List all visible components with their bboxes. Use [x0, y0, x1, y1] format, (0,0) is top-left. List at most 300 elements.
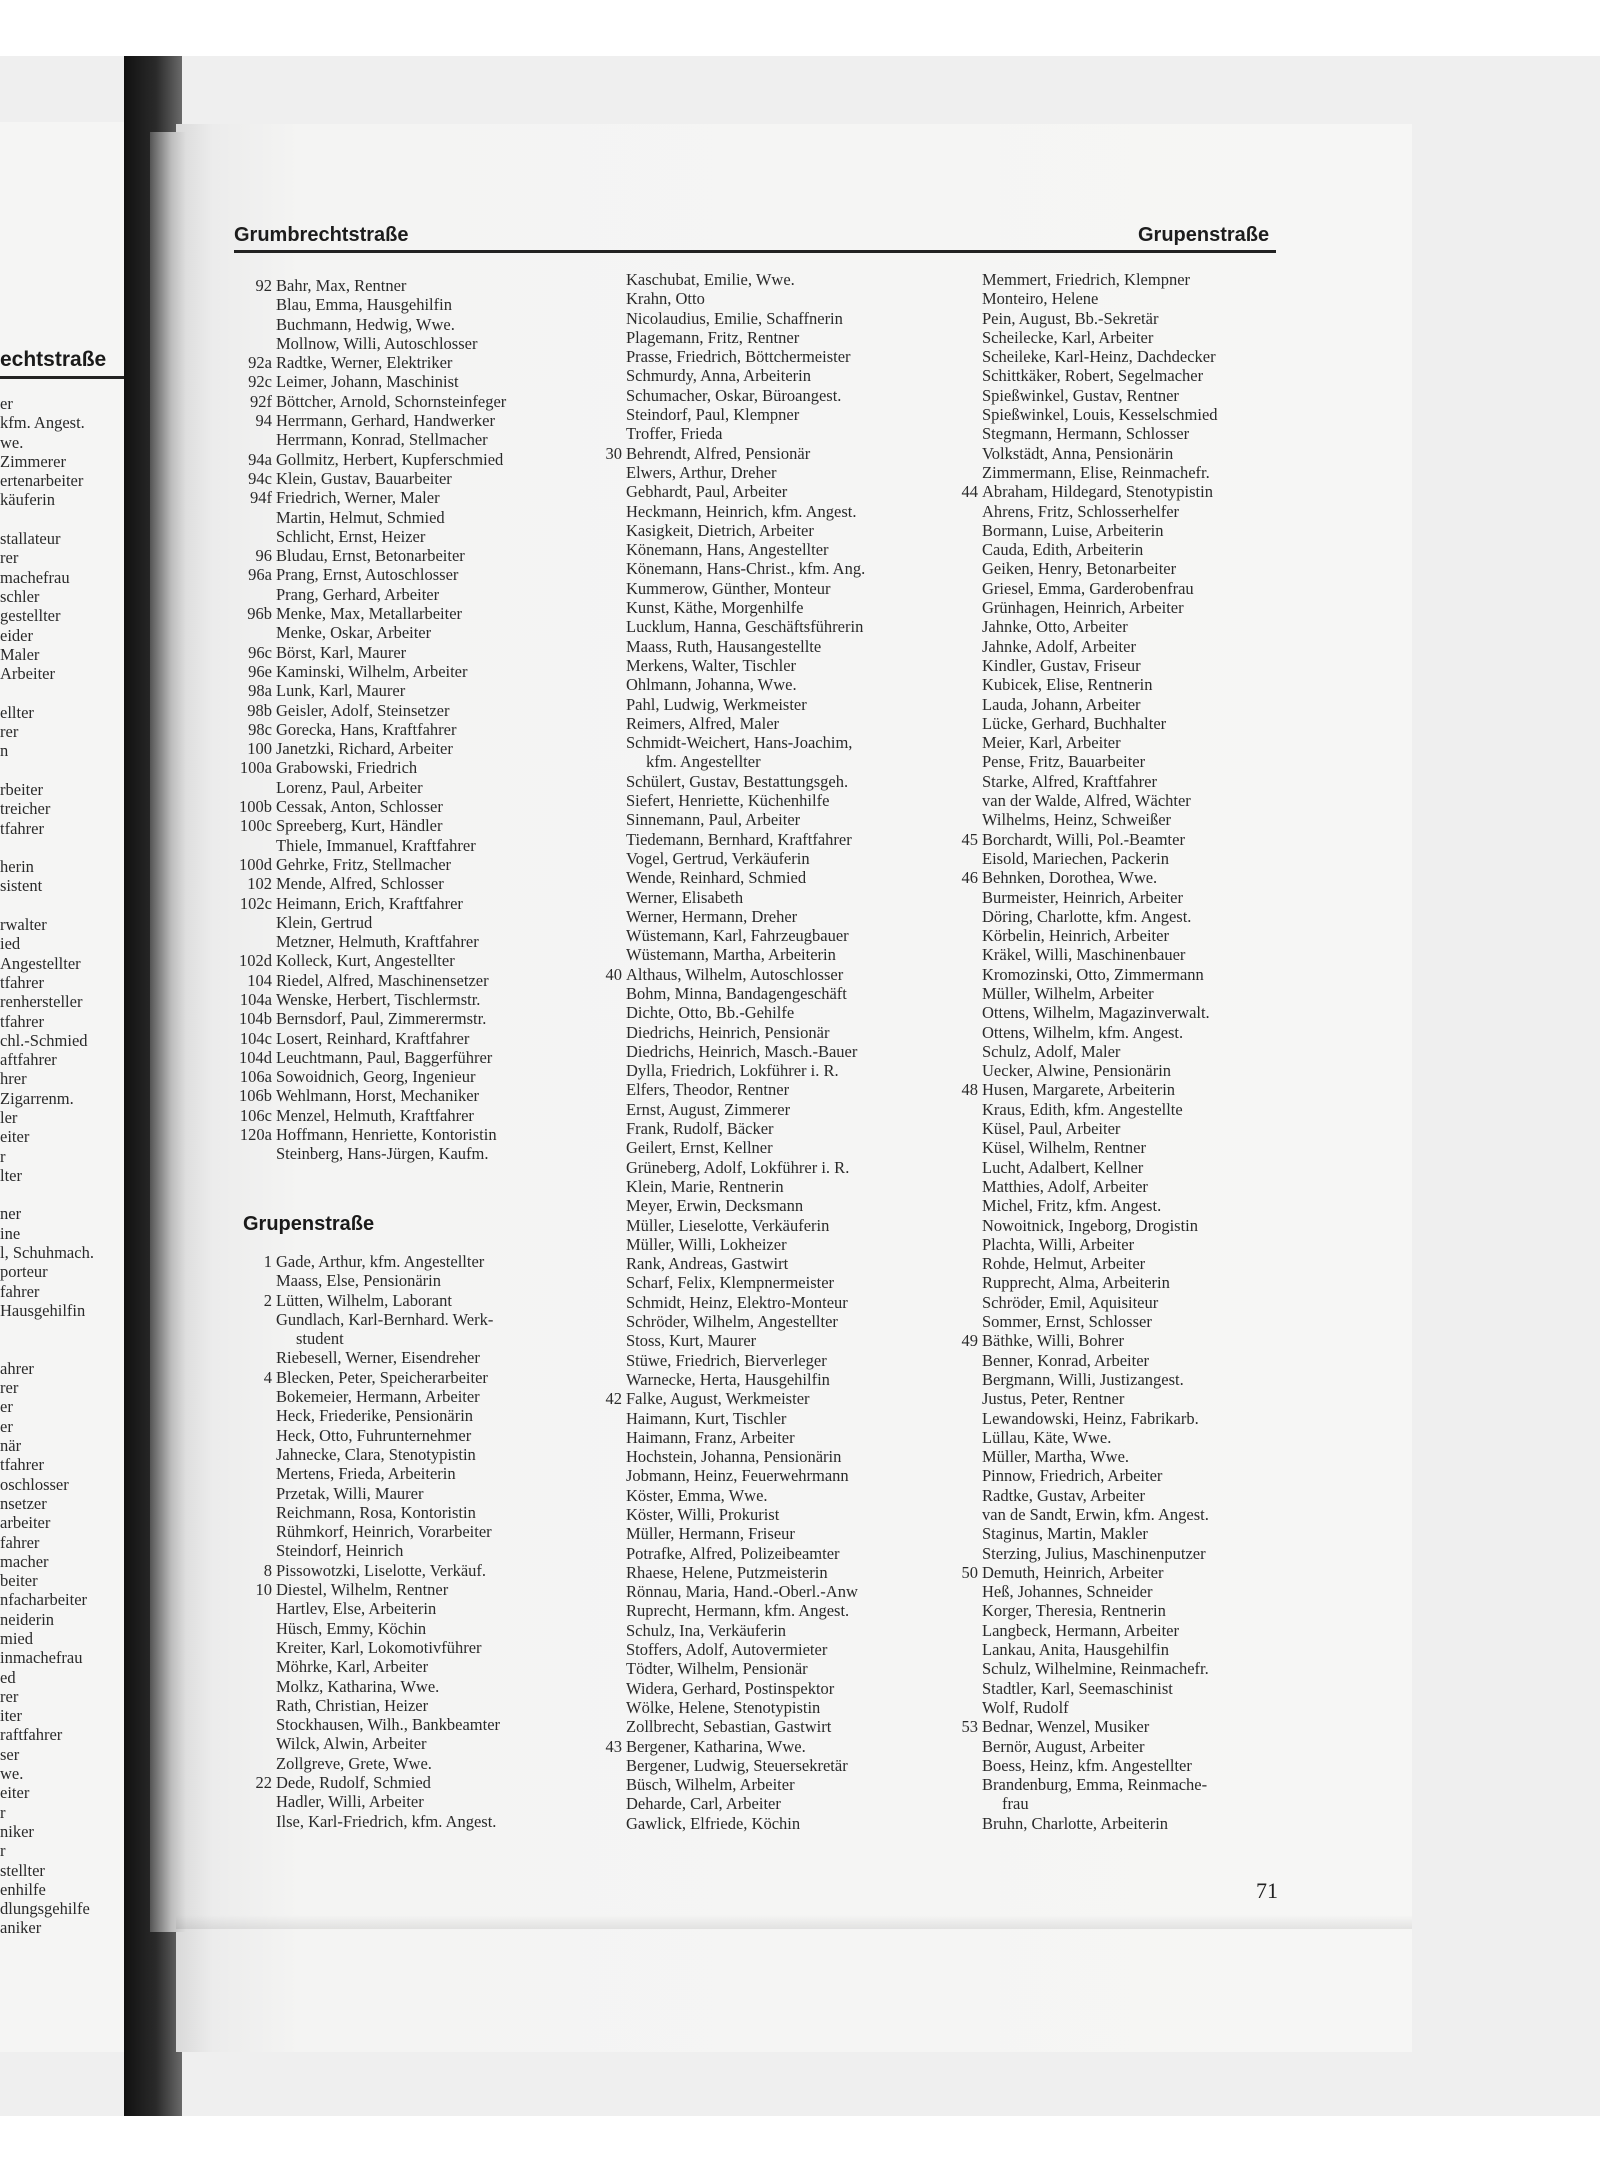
left-page-line: rer: [0, 548, 19, 568]
house-number: 2: [263, 1290, 272, 1310]
resident-name: Wolf, Rudolf: [982, 1697, 1069, 1717]
left-page-line: Hausgehilfin: [0, 1300, 86, 1320]
directory-entry: [576, 1351, 936, 1370]
directory-entry: [576, 810, 936, 829]
resident-name: Hochstein, Johanna, Pensionärin: [626, 1447, 842, 1467]
directory-entry: [226, 816, 606, 835]
resident-name: Losert, Reinhard, Kraftfahrer: [276, 1028, 470, 1048]
resident-name: Abraham, Hildegard, Stenotypistin: [982, 482, 1213, 502]
left-page-line: dlungsgehilfe: [0, 1899, 90, 1919]
left-page-line: eiter: [0, 1783, 30, 1803]
house-number: 106b: [239, 1086, 272, 1106]
left-page-line: er: [0, 1397, 13, 1417]
directory-entry: [226, 1009, 606, 1028]
left-page-line: raftfahrer: [0, 1725, 63, 1745]
resident-name: Gehrke, Fritz, Stellmacher: [276, 854, 452, 874]
directory-entry: [576, 733, 936, 752]
house-number: 4: [263, 1367, 272, 1387]
directory-entry: [932, 791, 1292, 810]
resident-name: kfm. Angestellter: [646, 752, 761, 772]
resident-name: Bäthke, Willi, Bohrer: [982, 1331, 1125, 1351]
directory-entry: [932, 1293, 1292, 1312]
directory-entry: [932, 463, 1292, 482]
house-number: 92f: [250, 391, 272, 411]
left-page-header: echtstraße: [0, 348, 107, 371]
left-page-line: herin: [0, 857, 34, 877]
directory-entry: [932, 347, 1292, 366]
directory-entry: [932, 502, 1292, 521]
resident-name: Demuth, Heinrich, Arbeiter: [982, 1562, 1164, 1582]
resident-name: Burmeister, Heinrich, Arbeiter: [982, 887, 1183, 907]
left-page-line: gestellter: [0, 606, 61, 626]
directory-entry: [576, 1119, 936, 1138]
left-page-line: ellter: [0, 702, 34, 722]
directory-entry: [226, 990, 606, 1009]
resident-name: Staginus, Martin, Makler: [982, 1524, 1148, 1544]
directory-entry: [576, 1389, 936, 1408]
house-number: 100a: [239, 758, 272, 778]
resident-name: Pein, August, Bb.-Sekretär: [982, 308, 1159, 328]
left-page-line: we.: [0, 1764, 24, 1784]
directory-entry: [576, 965, 936, 984]
resident-name: Jahnke, Adolf, Arbeiter: [982, 636, 1136, 656]
directory-entry: [576, 1640, 936, 1659]
resident-name: Michel, Fritz, kfm. Angest.: [982, 1196, 1162, 1216]
header-rule: [234, 250, 1276, 253]
resident-name: Lucht, Adalbert, Kellner: [982, 1157, 1144, 1177]
resident-name: Heckmann, Heinrich, kfm. Angest.: [626, 501, 857, 521]
resident-name: Siefert, Henriette, Küchenhilfe: [626, 791, 830, 811]
directory-entry: [576, 1814, 936, 1833]
directory-entry: [932, 309, 1292, 328]
running-head-left: Grumbrechtstraße: [234, 224, 409, 246]
resident-name: Jahnke, Otto, Arbeiter: [982, 617, 1128, 637]
directory-entry: [576, 270, 936, 289]
resident-name: Cauda, Edith, Arbeiterin: [982, 540, 1144, 560]
directory-entry: [576, 752, 936, 771]
directory-entry: [932, 366, 1292, 385]
directory-entry: [932, 482, 1292, 501]
resident-name: Radtke, Werner, Elektriker: [276, 353, 453, 373]
directory-entry: [932, 540, 1292, 559]
directory-entry: [932, 1544, 1292, 1563]
left-page-line: Zigarrenm.: [0, 1088, 74, 1108]
directory-entry: [932, 1312, 1292, 1331]
resident-name: Justus, Peter, Rentner: [982, 1389, 1125, 1409]
directory-entry: [576, 309, 936, 328]
resident-name: Köster, Willi, Prokurist: [626, 1505, 780, 1524]
directory-entry: [576, 1235, 936, 1254]
directory-entry: [226, 778, 606, 797]
directory-entry: [576, 1544, 936, 1563]
left-page-line: tfahrer: [0, 1011, 44, 1031]
resident-name: Cessak, Anton, Schlosser: [276, 797, 443, 817]
directory-entry: [576, 289, 936, 308]
directory-entry: [576, 1698, 936, 1717]
resident-name: Mertens, Frieda, Arbeiterin: [276, 1464, 456, 1484]
directory-entry: [576, 1524, 936, 1543]
directory-entry: [226, 1812, 606, 1831]
left-page-line: [0, 838, 94, 857]
directory-entry: [932, 1679, 1292, 1698]
directory-entry: [932, 1080, 1292, 1099]
directory-entry: [932, 1447, 1292, 1466]
directory-entry: [226, 1484, 606, 1503]
left-page-line: enhilfe: [0, 1879, 46, 1899]
directory-entry: [576, 1659, 936, 1678]
resident-name: Bahr, Max, Rentner: [276, 276, 407, 295]
left-page-line: ied: [0, 934, 21, 954]
resident-name: Meier, Karl, Arbeiter: [982, 733, 1121, 753]
left-page-line: rer: [0, 1686, 19, 1706]
directory-entry: [932, 772, 1292, 791]
resident-name: Bohm, Minna, Bandagengeschäft: [626, 983, 847, 1003]
directory-entry: [226, 951, 606, 970]
resident-name: Kromozinski, Otto, Zimmermann: [982, 964, 1204, 984]
directory-entry: [576, 849, 936, 868]
resident-name: Metzner, Helmuth, Kraftfahrer: [276, 932, 479, 952]
page-number: 71: [1256, 1878, 1278, 1903]
resident-name: Müller, Lieselotte, Verkäuferin: [626, 1215, 830, 1235]
left-page-line: ahrer: [0, 1358, 34, 1378]
resident-name: Spießwinkel, Louis, Kesselschmied: [982, 405, 1218, 425]
resident-name: Bernsdorf, Paul, Zimmerermstr.: [276, 1009, 487, 1029]
directory-entry: [226, 1291, 606, 1310]
left-page-line: tfahrer: [0, 972, 44, 992]
left-page-line: rwalter: [0, 915, 47, 935]
left-page-line: tfahrer: [0, 818, 44, 838]
resident-name: Schmidt-Weichert, Hans-Joachim,: [626, 733, 853, 753]
house-number: 49: [961, 1331, 978, 1351]
directory-entry: [226, 565, 606, 584]
resident-name: Menzel, Helmuth, Kraftfahrer: [276, 1105, 474, 1125]
directory-entry: [576, 347, 936, 366]
directory-entry: [576, 1737, 936, 1756]
resident-name: Zollbrecht, Sebastian, Gastwirt: [626, 1717, 832, 1737]
left-page-line: ler: [0, 1107, 18, 1127]
resident-name: Klein, Gertrud: [276, 912, 373, 932]
directory-entry: [932, 1698, 1292, 1717]
resident-name: Küsel, Paul, Arbeiter: [982, 1119, 1121, 1139]
directory-entry: [576, 1717, 936, 1736]
directory-entry: [226, 913, 606, 932]
directory-entry: [226, 1329, 606, 1348]
left-page-line: eiter: [0, 1127, 30, 1147]
directory-entry: [576, 1003, 936, 1022]
directory-entry: [576, 1679, 936, 1698]
resident-name: Husen, Margarete, Arbeiterin: [982, 1080, 1176, 1100]
directory-entry: [576, 1370, 936, 1389]
directory-entry: [576, 1138, 936, 1157]
resident-name: Döring, Charlotte, kfm. Angest.: [982, 906, 1192, 926]
resident-name: Riedel, Alfred, Maschinensetzer: [276, 970, 489, 990]
resident-name: Gorecka, Hans, Kraftfahrer: [276, 719, 457, 739]
left-page-line: kfm. Angest.: [0, 413, 85, 433]
directory-entry: [576, 1293, 936, 1312]
directory-entry: [932, 888, 1292, 907]
resident-name: Heck, Friederike, Pensionärin: [276, 1406, 474, 1426]
resident-name: Friedrich, Werner, Maler: [276, 488, 440, 508]
directory-entry: [226, 508, 606, 527]
resident-name: Sowoidnich, Georg, Ingenieur: [276, 1067, 476, 1087]
resident-name: Steinberg, Hans-Jürgen, Kaufm.: [276, 1144, 489, 1164]
directory-entry: [226, 1310, 606, 1329]
resident-name: Wölke, Helene, Stenotypistin: [626, 1697, 821, 1717]
house-number: 104d: [239, 1047, 272, 1067]
resident-name: Rank, Andreas, Gastwirt: [626, 1254, 789, 1274]
house-number: 50: [961, 1562, 978, 1582]
directory-entry: [932, 521, 1292, 540]
left-page-line: [0, 1185, 94, 1204]
resident-name: Reichmann, Rosa, Kontoristin: [276, 1502, 476, 1522]
directory-entry: [932, 1061, 1292, 1080]
directory-entry: [932, 1621, 1292, 1640]
left-page-line: macher: [0, 1551, 49, 1571]
resident-name: Heimann, Erich, Kraftfahrer: [276, 893, 463, 913]
resident-name: Schröder, Wilhelm, Angestellter: [626, 1312, 838, 1332]
directory-entry: [576, 444, 936, 463]
directory-entry: [932, 1351, 1292, 1370]
house-number: 100: [247, 739, 272, 759]
directory-entry: [932, 733, 1292, 752]
resident-name: Geiken, Henry, Betonarbeiter: [982, 559, 1177, 579]
directory-entry: [226, 1144, 606, 1163]
directory-entry: [932, 656, 1292, 675]
house-number: 106c: [239, 1105, 272, 1125]
resident-name: Lücke, Gerhard, Buchhalter: [982, 713, 1167, 733]
resident-name: Börst, Karl, Maurer: [276, 642, 407, 662]
left-page-line: oschlosser: [0, 1474, 69, 1494]
resident-name: Haimann, Franz, Arbeiter: [626, 1427, 795, 1447]
left-page-line: ser: [0, 1744, 20, 1764]
resident-name: Lankau, Anita, Hausgehilfin: [982, 1640, 1169, 1660]
directory-entry: [576, 540, 936, 559]
directory-entry: [576, 714, 936, 733]
directory-entry: [576, 617, 936, 636]
left-page-line: renhersteller: [0, 992, 83, 1012]
resident-name: Rohde, Helmut, Arbeiter: [982, 1254, 1146, 1274]
directory-entry: [226, 1754, 606, 1773]
resident-name: Müller, Hermann, Friseur: [626, 1524, 795, 1544]
resident-name: Warnecke, Herta, Hausgehilfin: [626, 1369, 830, 1389]
resident-name: Müller, Martha, Wwe.: [982, 1447, 1130, 1467]
resident-name: Buchmann, Hedwig, Wwe.: [276, 314, 455, 334]
resident-name: Stockhausen, Wilh., Bankbeamter: [276, 1715, 501, 1735]
directory-column-1-section: [226, 1252, 606, 1831]
directory-entry: [932, 617, 1292, 636]
house-number: 98c: [248, 719, 272, 739]
left-page-line: nsetzer: [0, 1493, 47, 1513]
resident-name: Kasigkeit, Dietrich, Arbeiter: [626, 520, 814, 540]
resident-name: Nowoitnick, Ingeborg, Drogistin: [982, 1215, 1199, 1235]
directory-entry: [226, 469, 606, 488]
left-page-line: nfacharbeiter: [0, 1590, 88, 1610]
resident-name: Wüstemann, Karl, Fahrzeugbauer: [626, 926, 849, 946]
resident-name: Hüsch, Emmy, Köchin: [276, 1618, 427, 1638]
house-number: 104b: [239, 1009, 272, 1029]
house-number: 102d: [239, 951, 272, 971]
directory-entry: [932, 965, 1292, 984]
directory-entry: [932, 386, 1292, 405]
house-number: 94c: [248, 468, 272, 488]
directory-entry: [932, 926, 1292, 945]
resident-name: van de Sandt, Erwin, kfm. Angest.: [982, 1505, 1209, 1524]
directory-column-2: [576, 270, 936, 1833]
resident-name: Leuchtmann, Paul, Baggerführer: [276, 1047, 493, 1067]
house-number: 42: [605, 1389, 622, 1409]
house-number: 45: [961, 829, 978, 849]
resident-name: Wenske, Herbert, Tischlermstr.: [276, 989, 481, 1009]
resident-name: Kolleck, Kurt, Angestellter: [276, 951, 455, 971]
resident-name: Plachta, Willi, Arbeiter: [982, 1234, 1135, 1254]
directory-entry: [576, 579, 936, 598]
directory-entry: [576, 1775, 936, 1794]
resident-name: Schmidt, Heinz, Elektro-Monteur: [626, 1292, 848, 1312]
directory-entry: [932, 1756, 1292, 1775]
directory-entry: [226, 1619, 606, 1638]
resident-name: Rühmkorf, Heinrich, Vorarbeiter: [276, 1522, 492, 1542]
resident-name: Stoffers, Adolf, Autovermieter: [626, 1640, 828, 1660]
directory-entry: [932, 945, 1292, 964]
resident-name: Kummerow, Günther, Monteur: [626, 578, 831, 598]
directory-entry: [576, 830, 936, 849]
resident-name: Wehlmann, Horst, Mechaniker: [276, 1086, 480, 1106]
directory-entry: [226, 1522, 606, 1541]
directory-entry: [226, 1445, 606, 1464]
directory-entry: [932, 1428, 1292, 1447]
directory-entry: [932, 559, 1292, 578]
resident-name: Rath, Christian, Heizer: [276, 1695, 429, 1715]
left-page-line: neiderin: [0, 1609, 55, 1629]
directory-entry: [576, 984, 936, 1003]
house-number: 43: [605, 1736, 622, 1756]
left-page-line: sistent: [0, 876, 43, 896]
directory-entry: [932, 1370, 1292, 1389]
resident-name: Ilse, Karl-Friedrich, kfm. Angest.: [276, 1811, 497, 1831]
left-page-line: l, Schuhmach.: [0, 1243, 94, 1263]
directory-entry: [932, 1389, 1292, 1408]
resident-name: Kräkel, Willi, Maschinenbauer: [982, 945, 1186, 965]
resident-name: Grünhagen, Heinrich, Arbeiter: [982, 598, 1184, 618]
resident-name: Grabowski, Friedrich: [276, 758, 418, 778]
resident-name: Rönnau, Maria, Hand.-Oberl.-Anw: [626, 1582, 858, 1602]
directory-entry: [576, 695, 936, 714]
resident-name: Stadtler, Karl, Seemaschinist: [982, 1678, 1173, 1698]
directory-entry: [226, 1734, 606, 1753]
resident-name: Geisler, Adolf, Steinsetzer: [276, 700, 450, 720]
directory-entry: [226, 1271, 606, 1290]
resident-name: Jahnecke, Clara, Stenotypistin: [276, 1444, 476, 1464]
directory-entry: [932, 289, 1292, 308]
resident-name: Bernör, August, Arbeiter: [982, 1736, 1145, 1756]
directory-entry: [576, 424, 936, 443]
left-page-line: we.: [0, 432, 24, 452]
directory-entry: [226, 527, 606, 546]
directory-entry: [576, 907, 936, 926]
directory-entry: [576, 1158, 936, 1177]
resident-name: Kaminski, Wilhelm, Arbeiter: [276, 661, 468, 681]
left-page-line: aftfahrer: [0, 1050, 57, 1070]
directory-entry: [932, 1216, 1292, 1235]
directory-entry: [226, 1029, 606, 1048]
directory-entry: [226, 276, 606, 295]
resident-name: Meyer, Erwin, Decksmann: [626, 1196, 804, 1216]
resident-name: Uecker, Alwine, Pensionärin: [982, 1061, 1172, 1081]
resident-name: Könemann, Hans-Christ., kfm. Ang.: [626, 559, 866, 579]
directory-entry: [576, 791, 936, 810]
resident-name: Werner, Hermann, Dreher: [626, 906, 798, 926]
left-page-line: aniker: [0, 1918, 42, 1938]
resident-name: Scharf, Felix, Klempnermeister: [626, 1273, 835, 1293]
directory-entry: [576, 1312, 936, 1331]
resident-name: Eisold, Mariechen, Packerin: [982, 848, 1169, 868]
directory-entry: [576, 868, 936, 887]
resident-name: Scheilecke, Karl, Arbeiter: [982, 327, 1154, 347]
left-page-line: arbeiter: [0, 1513, 51, 1533]
directory-entry: [226, 604, 606, 623]
directory-entry: [932, 810, 1292, 829]
resident-name: Tiedemann, Bernhard, Kraftfahrer: [626, 829, 852, 849]
resident-name: Schülert, Gustav, Bestattungsgeh.: [626, 771, 849, 791]
resident-name: frau: [1002, 1794, 1029, 1814]
resident-name: Radtke, Gustav, Arbeiter: [982, 1485, 1145, 1505]
left-page-line: [0, 1340, 94, 1359]
directory-entry: [932, 424, 1292, 443]
left-page-line: när: [0, 1436, 22, 1456]
resident-name: Dylla, Friedrich, Lokführer i. R.: [626, 1061, 839, 1081]
directory-entry: [932, 1505, 1292, 1524]
resident-name: Diedrichs, Heinrich, Masch.-Bauer: [626, 1041, 858, 1061]
directory-entry: [226, 855, 606, 874]
resident-name: Kreiter, Karl, Lokomotivführer: [276, 1637, 482, 1657]
resident-name: Menke, Oskar, Arbeiter: [276, 623, 432, 643]
directory-entry: [932, 1640, 1292, 1659]
resident-name: Wilhelms, Heinz, Schweißer: [982, 810, 1172, 830]
directory-entry: [226, 1541, 606, 1560]
resident-name: Haimann, Kurt, Tischler: [626, 1408, 787, 1428]
left-page-line: lter: [0, 1165, 22, 1185]
resident-name: Gawlick, Elfriede, Köchin: [626, 1813, 801, 1833]
directory-entry: [932, 1119, 1292, 1138]
resident-name: Dede, Rudolf, Schmied: [276, 1773, 431, 1793]
directory-entry: [576, 1486, 936, 1505]
resident-name: Sommer, Ernst, Schlosser: [982, 1312, 1152, 1332]
directory-entry: [576, 521, 936, 540]
house-number: 8: [263, 1560, 272, 1580]
resident-name: Blecken, Peter, Speicherarbeiter: [276, 1367, 488, 1387]
resident-name: Behnken, Dorothea, Wwe.: [982, 868, 1158, 888]
directory-entry: [226, 1503, 606, 1522]
directory-entry: [932, 579, 1292, 598]
resident-name: Zollgreve, Grete, Wwe.: [276, 1753, 432, 1773]
resident-name: Lunk, Karl, Maurer: [276, 681, 406, 701]
resident-name: Wüstemann, Martha, Arbeiterin: [626, 945, 836, 965]
house-number: 48: [961, 1080, 978, 1100]
left-page-line: r: [0, 1146, 6, 1166]
left-page-line: [0, 1320, 94, 1339]
resident-name: Bergmann, Willi, Justizangest.: [982, 1369, 1184, 1389]
house-number: 120a: [239, 1125, 272, 1145]
resident-name: Möhrke, Karl, Arbeiter: [276, 1657, 429, 1677]
resident-name: Lorenz, Paul, Arbeiter: [276, 777, 423, 797]
house-number: 1: [263, 1252, 272, 1271]
resident-name: Diestel, Wilhelm, Rentner: [276, 1580, 449, 1600]
directory-entry: [932, 598, 1292, 617]
directory-entry: [576, 888, 936, 907]
directory-entry: [226, 1599, 606, 1618]
directory-entry: [226, 1125, 606, 1144]
resident-name: Potrafke, Alfred, Polizeibeamter: [626, 1543, 840, 1563]
